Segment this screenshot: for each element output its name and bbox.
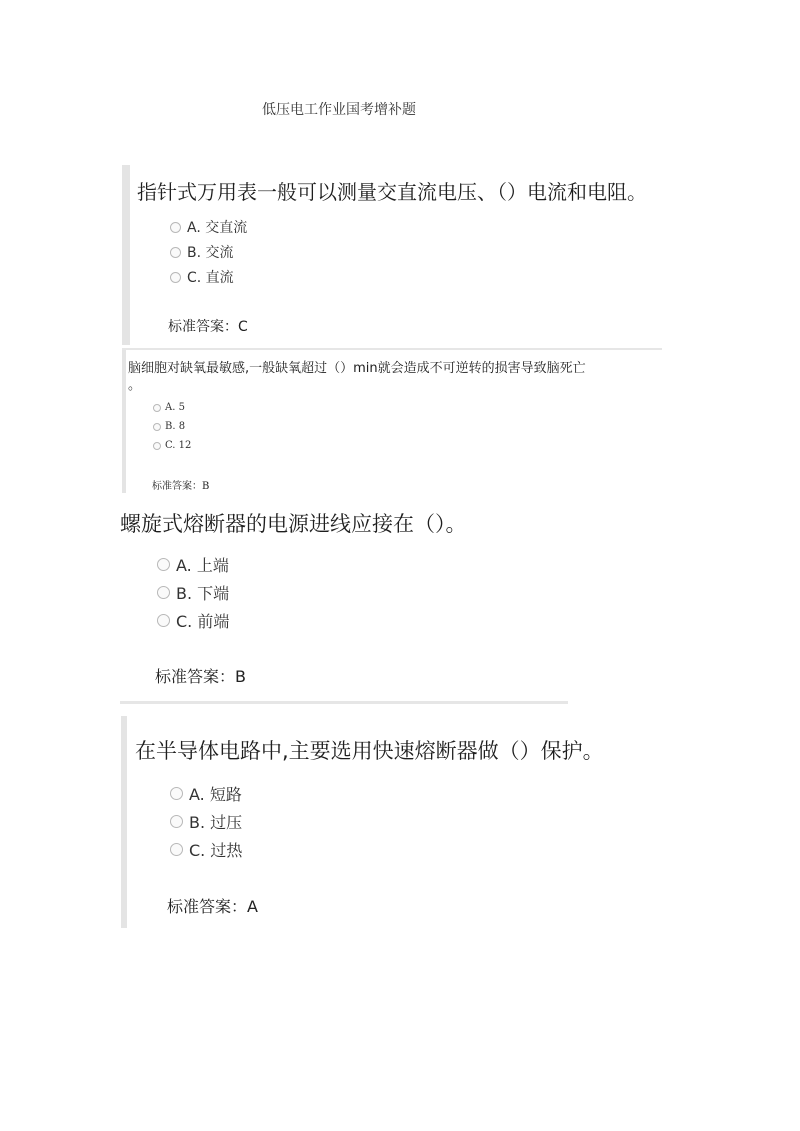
question-1-option-a-label: A. 交直流 bbox=[187, 220, 248, 236]
question-4-answer: 标准答案：A bbox=[167, 897, 258, 916]
question-2-left-bar bbox=[122, 350, 126, 493]
question-4-option-c[interactable] bbox=[170, 838, 242, 861]
question-4-option-b[interactable] bbox=[170, 810, 242, 833]
question-3-option-b[interactable] bbox=[157, 581, 229, 604]
question-3-option-c[interactable] bbox=[157, 609, 229, 632]
question-3-text: 螺旋式熔断器的电源进线应接在（）。 bbox=[120, 512, 467, 536]
question-2-option-a-label: A. 5 bbox=[165, 402, 185, 413]
question-1-option-c[interactable] bbox=[170, 267, 234, 287]
question-1-answer: 标准答案：C bbox=[168, 319, 248, 335]
radio-icon[interactable] bbox=[170, 815, 183, 828]
radio-selected-icon[interactable] bbox=[157, 558, 170, 571]
document-title: 低压电工作业国考增补题 bbox=[262, 102, 416, 118]
question-2-answer: 标准答案：B bbox=[152, 481, 210, 492]
question-3-answer: 标准答案：B bbox=[155, 667, 246, 686]
question-1-option-b-label: B. 交流 bbox=[187, 245, 234, 261]
radio-selected-icon[interactable] bbox=[170, 222, 181, 233]
radio-icon[interactable] bbox=[157, 586, 170, 599]
question-4-left-bar bbox=[121, 716, 127, 928]
radio-icon[interactable] bbox=[170, 272, 181, 283]
question-4-option-a[interactable] bbox=[170, 782, 242, 805]
question-2-option-a[interactable] bbox=[153, 402, 185, 413]
question-2-top-divider bbox=[122, 348, 662, 350]
question-1-text: 指针式万用表一般可以测量交直流电压、（）电流和电阻。 bbox=[137, 180, 647, 204]
question-2-text-continued: 。 bbox=[128, 378, 142, 393]
question-3-option-b-label: B. 下端 bbox=[176, 584, 230, 603]
question-1-left-bar bbox=[122, 165, 130, 345]
question-3-option-a[interactable] bbox=[157, 553, 229, 576]
radio-icon[interactable] bbox=[170, 843, 183, 856]
question-4-option-a-label: A. 短路 bbox=[189, 785, 242, 804]
question-2-option-c[interactable] bbox=[153, 440, 191, 451]
question-1-option-b[interactable] bbox=[170, 242, 234, 262]
question-3-option-c-label: C. 前端 bbox=[176, 612, 230, 631]
question-4-option-c-label: C. 过热 bbox=[189, 841, 243, 860]
question-1-option-a[interactable] bbox=[170, 217, 247, 237]
question-4-text: 在半导体电路中,主要选用快速熔断器做（）保护。 bbox=[135, 739, 604, 763]
question-2-option-b-label: B. 8 bbox=[165, 421, 186, 432]
question-4-option-b-label: B. 过压 bbox=[189, 813, 243, 832]
radio-icon[interactable] bbox=[153, 442, 161, 450]
radio-selected-icon[interactable] bbox=[153, 404, 161, 412]
radio-selected-icon[interactable] bbox=[170, 787, 183, 800]
question-2-text: 脑细胞对缺氧最敏感,一般缺氧超过（）min就会造成不可逆转的损害导致脑死亡 bbox=[128, 361, 586, 376]
question-3-option-a-label: A. 上端 bbox=[176, 556, 229, 575]
question-1-option-c-label: C. 直流 bbox=[187, 270, 234, 286]
radio-icon[interactable] bbox=[170, 247, 181, 258]
question-2-option-c-label: C. 12 bbox=[165, 440, 192, 451]
radio-icon[interactable] bbox=[157, 614, 170, 627]
question-3-bottom-divider bbox=[120, 701, 568, 704]
question-2-option-b[interactable] bbox=[153, 421, 185, 432]
radio-icon[interactable] bbox=[153, 423, 161, 431]
